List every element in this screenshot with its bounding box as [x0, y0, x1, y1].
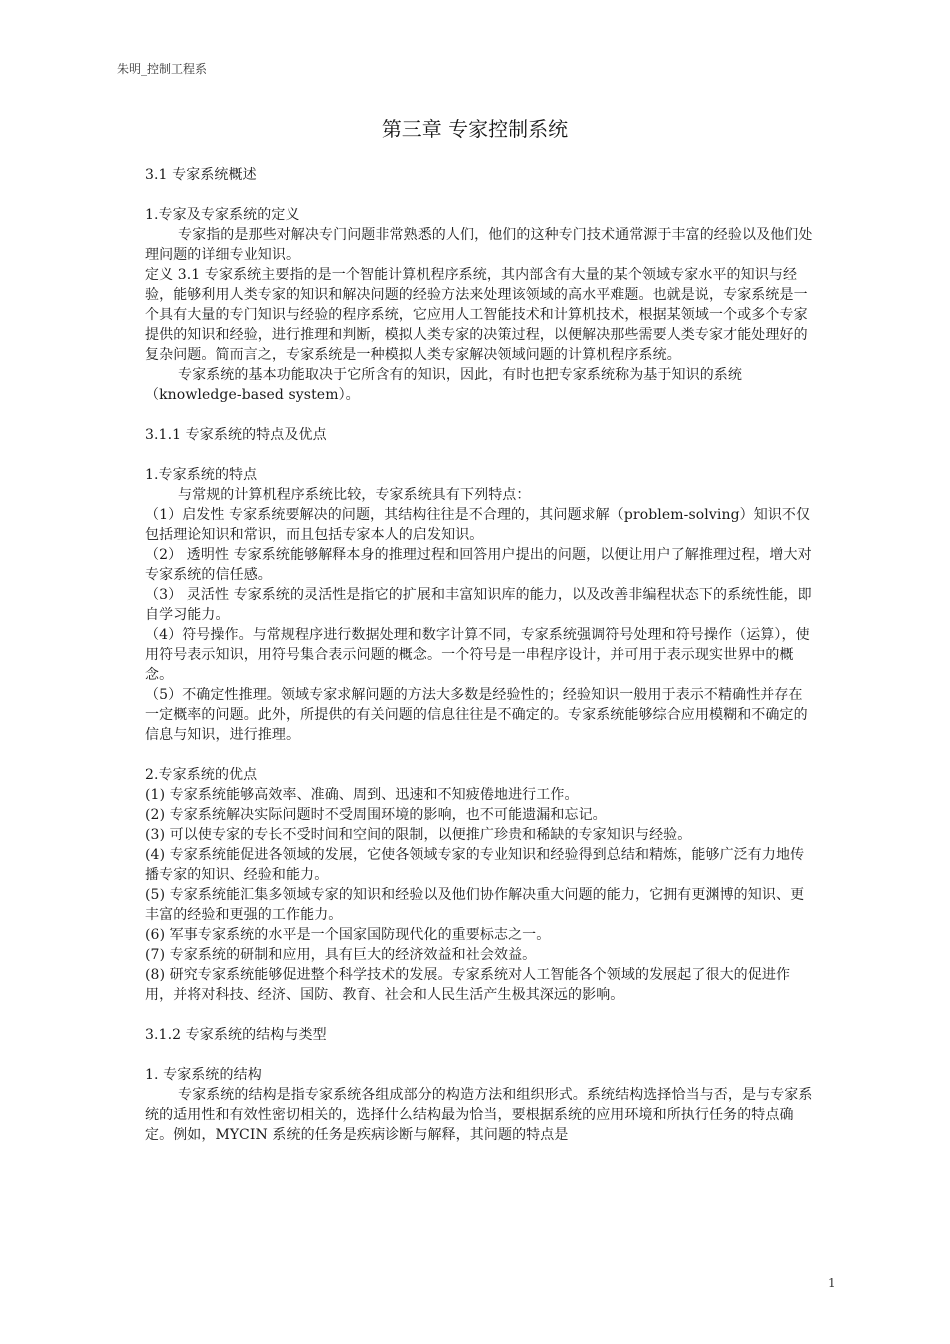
paragraph: 专家系统的结构是指专家系统各组成部分的构造方法和组织形式。系统结构选择恰当与否，是与专家系统的适用性和有效性密切相关的，选择什么结构最为恰当，要根据系统的应用环境和所执行任务的特点确定。例如，MYCIN 系统的任务是疾病诊断与解释，其问题的特点是 [145, 1087, 813, 1143]
list-item: (3) 可以使专家的专长不受时间和空间的限制，以便推广珍贵和稀缺的专家知识与经验。 [145, 827, 692, 843]
list-item: (7) 专家系统的研制和应用，具有巨大的经济效益和社会效益。 [145, 947, 537, 963]
page-header: 朱明_控制工程系 [117, 62, 208, 76]
list-item: (2) 专家系统解决实际问题时不受周围环境的影响，也不可能遗漏和忘记。 [145, 807, 607, 823]
section-heading-3-1: 3.1 专家系统概述 [145, 167, 257, 183]
subsection-heading-features: 1.专家系统的特点 [145, 467, 258, 483]
list-item: (1) 专家系统能够高效率、准确、周到、迅速和不知疲倦地进行工作。 [145, 787, 579, 803]
paragraph: 专家指的是那些对解决专门问题非常熟悉的人们，他们的这种专门技术通常源于丰富的经验以及他们处理问题的详细专业知识。 [145, 227, 813, 263]
paragraph: 与常规的计算机程序系统比较，专家系统具有下列特点： [178, 487, 531, 503]
subsection-heading-structure: 1. 专家系统的结构 [145, 1067, 262, 1083]
paragraph: 专家系统的基本功能取决于它所含有的知识，因此，有时也把专家系统称为基于知识的系统（knowledge-based system）。 [145, 367, 742, 403]
list-item: (4) 专家系统能促进各领域的发展，它使各领域专家的专业知识和经验得到总结和精炼，能够广泛有力地传播专家的知识、经验和能力。 [145, 847, 805, 883]
chapter-title: 第三章 专家控制系统 [381, 117, 569, 141]
document-body [145, 165, 815, 1145]
list-item: （5）不确定性推理。领域专家求解问题的方法大多数是经验性的；经验知识一般用于表示不精确性并存在一定概率的问题。此外，所提供的有关问题的信息往往是不确定的。专家系统能够综合应用模糊和不确定的信息与知识，进行推理。 [145, 687, 808, 743]
section-heading-3-1-1: 3.1.1 专家系统的特点及优点 [145, 427, 327, 443]
definition-paragraph: 定义 3.1 专家系统主要指的是一个智能计算机程序系统，其内部含有大量的某个领域专家水平的知识与经验，能够利用人类专家的知识和解决问题的经验方法来处理该领域的高水平难题。也就是说，专家系统是一个具有大量的专门知识与经验的程序系统，它应用人工智能技术和计算机技术，根据某领域一个或多个专家提供的知识和经验，进行推理和判断，模拟人类专家的决策过程，以便解决那些需要人类专家才能处理好的复杂问题。简而言之，专家系统是一种模拟人类专家解决领域问题的计算机程序系统。 [145, 267, 808, 363]
list-item: （2） 透明性 专家系统能够解释本身的推理过程和回答用户提出的问题，以便让用户了解推理过程，增大对专家系统的信任感。 [145, 547, 812, 583]
subsection-heading-advantages: 2.专家系统的优点 [145, 767, 258, 783]
list-item: (8) 研究专家系统能够促进整个科学技术的发展。专家系统对人工智能各个领域的发展起了很大的促进作用，并将对科技、经济、国防、教育、社会和人民生活产生极其深远的影响。 [145, 967, 791, 1003]
list-item: (5) 专家系统能汇集多领域专家的知识和经验以及他们协作解决重大问题的能力，它拥有更渊博的知识、更丰富的经验和更强的工作能力。 [145, 887, 805, 923]
section-heading-3-1-2: 3.1.2 专家系统的结构与类型 [145, 1027, 327, 1043]
page-number: 1 [828, 1276, 836, 1290]
list-item: （4）符号操作。与常规程序进行数据处理和数字计算不同，专家系统强调符号处理和符号操作（运算），使用符号表示知识，用符号集合表示问题的概念。一个符号是一串程序设计，并可用于表示现实世界中的概念。 [145, 627, 810, 683]
subsection-heading-definition: 1.专家及专家系统的定义 [145, 207, 300, 223]
list-item: (6) 军事专家系统的水平是一个国家国防现代化的重要标志之一。 [145, 927, 551, 943]
list-item: （3） 灵活性 专家系统的灵活性是指它的扩展和丰富知识库的能力，以及改善非编程状态下的系统性能，即自学习能力。 [145, 587, 812, 623]
list-item: （1）启发性 专家系统要解决的问题，其结构往往是不合理的，其问题求解（problem-solving）知识不仅包括理论知识和常识，而且包括专家本人的启发知识。 [145, 507, 811, 543]
